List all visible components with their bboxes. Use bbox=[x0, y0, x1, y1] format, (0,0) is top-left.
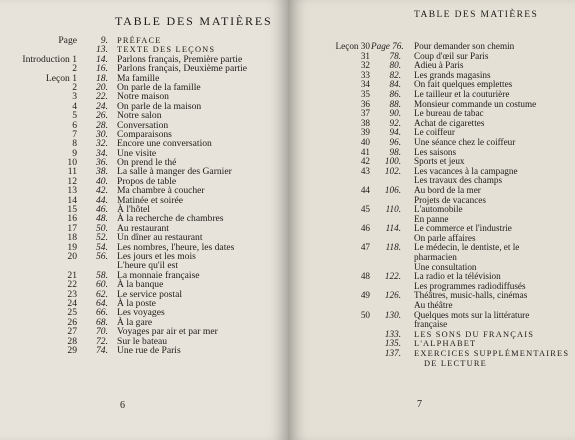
entry-title: TEXTE DES LEÇONS bbox=[117, 45, 216, 55]
entry-title: Une consultation bbox=[414, 261, 477, 272]
entry-title: À la recherche de chambres bbox=[117, 213, 224, 225]
entry-page-number: 110. bbox=[385, 204, 401, 215]
entry-page-number: 13. bbox=[96, 44, 108, 56]
entry-title: Ma famille bbox=[117, 72, 160, 84]
entry-title: L'automobile bbox=[414, 204, 463, 215]
entry-title: Les saisons bbox=[414, 146, 457, 157]
entry-label: 50 bbox=[360, 309, 370, 320]
entry-page-number: Page 76. bbox=[371, 41, 404, 51]
entry-title: Les jours et les mois bbox=[117, 250, 196, 262]
entry-label: 10 bbox=[67, 157, 77, 169]
entry-title: En panne bbox=[414, 213, 449, 224]
entry-page-number: 96. bbox=[389, 136, 401, 147]
entry-title: Les vacances à la campagne bbox=[414, 165, 518, 176]
page-number: 7 bbox=[417, 399, 422, 410]
entry-page-number: 9. bbox=[100, 35, 108, 46]
entry-label: 16 bbox=[67, 213, 77, 225]
entry-label: 3 bbox=[72, 91, 77, 103]
entry-label: Page bbox=[58, 35, 77, 46]
entry-page-number: 102. bbox=[384, 165, 401, 176]
entry-page-number: 32. bbox=[96, 138, 108, 150]
entry-title: Projets de vacances bbox=[414, 194, 486, 205]
entry-label: 27 bbox=[67, 326, 77, 338]
entry-page-number: 20. bbox=[96, 81, 108, 93]
entry-title: Le commerce et l'industrie bbox=[414, 223, 512, 234]
entry-label: 33 bbox=[360, 69, 370, 80]
entry-page-number: 94. bbox=[389, 127, 401, 138]
entry-page-number: 86. bbox=[389, 88, 401, 99]
entry-title: Parlons français, Première partie bbox=[117, 53, 243, 65]
entry-page-number: 56. bbox=[96, 250, 108, 262]
entry-page-number: 126. bbox=[384, 290, 401, 301]
entry-title: La radio et la télévision bbox=[414, 271, 501, 282]
entry-page-number: 90. bbox=[389, 108, 401, 119]
entry-page-number: 92. bbox=[389, 117, 401, 128]
entry-label: Leçon 30 bbox=[335, 41, 370, 51]
entry-label: 34 bbox=[360, 79, 370, 90]
entry-title: Au théâtre bbox=[414, 300, 453, 311]
page-title: TABLE DES MATIÈRES bbox=[414, 10, 539, 20]
entry-title: L'heure qu'il est bbox=[117, 260, 179, 272]
entry-page-number: 133. bbox=[384, 328, 401, 339]
entry-label: 49 bbox=[360, 290, 370, 301]
entry-label: 19 bbox=[67, 241, 77, 253]
entry-title: Une visite bbox=[117, 147, 157, 159]
entry-label: 12 bbox=[67, 175, 77, 187]
entry-label: 5 bbox=[72, 110, 77, 122]
entry-label: 13 bbox=[67, 185, 77, 197]
entry-label: 38 bbox=[360, 117, 370, 128]
entry-page-number: 64. bbox=[96, 297, 108, 309]
entry-label: 7 bbox=[72, 128, 77, 140]
entry-label: 28 bbox=[67, 335, 77, 347]
entry-title: L'ALPHABET bbox=[414, 339, 477, 349]
entry-label: 35 bbox=[360, 88, 370, 99]
entry-page-number: 106. bbox=[384, 184, 401, 195]
entry-title: Matinée et soirée bbox=[117, 194, 184, 206]
entry-page-number: 40. bbox=[96, 175, 108, 187]
entry-title: Le médecin, le dentiste, et le bbox=[414, 242, 520, 253]
entry-title: Voyages par air et par mer bbox=[117, 326, 218, 338]
entry-page-number: 98. bbox=[389, 146, 401, 157]
entry-title: Les programmes radiodiffusés bbox=[414, 280, 526, 291]
entry-title: Parlons français, Deuxième partie bbox=[117, 63, 247, 75]
entry-label: 29 bbox=[67, 344, 77, 356]
entry-title: Sports et jeux bbox=[414, 156, 465, 167]
entry-page-number: 16. bbox=[96, 63, 108, 75]
entry-label: 20 bbox=[67, 250, 77, 262]
entry-label: 22 bbox=[67, 279, 77, 291]
entry-title: Le coiffeur bbox=[414, 127, 455, 138]
entry-title: LES SONS DU FRANÇAIS bbox=[414, 329, 535, 339]
entry-title: La salle à manger des Garnier bbox=[117, 166, 232, 178]
entry-label: 6 bbox=[72, 119, 77, 131]
entry-label: 40 bbox=[360, 136, 370, 147]
entry-title: Adieu à Paris bbox=[414, 60, 464, 71]
entry-page-number: 135. bbox=[384, 338, 401, 349]
entry-title: La monnaie française bbox=[117, 269, 200, 281]
entry-page-number: 60. bbox=[96, 279, 108, 291]
entry-label: 44 bbox=[360, 184, 370, 195]
entry-page-number: 30. bbox=[96, 128, 108, 140]
entry-page-number: 44. bbox=[96, 194, 108, 206]
right-page bbox=[288, 0, 575, 440]
entry-title: Les nombres, l'heure, les dates bbox=[117, 241, 235, 253]
entry-page-number: 88. bbox=[389, 98, 401, 109]
entry-title: Le tailleur et la couturière bbox=[414, 88, 510, 99]
entry-label: 14 bbox=[67, 194, 77, 206]
entry-title: Sur le bateau bbox=[117, 335, 168, 347]
entry-title: Quelques mots sur la littérature bbox=[414, 309, 530, 320]
entry-title: Un dîner au restaurant bbox=[117, 232, 203, 244]
entry-page-number: 26. bbox=[96, 110, 108, 122]
entry-label: 9 bbox=[72, 147, 77, 159]
entry-page-number: 34. bbox=[96, 147, 108, 159]
entry-page-number: 22. bbox=[96, 91, 108, 103]
entry-page-number: 72. bbox=[96, 335, 108, 347]
entry-title: On parle de la famille bbox=[117, 81, 201, 93]
entry-page-number: 74. bbox=[96, 344, 108, 356]
entry-page-number: 122. bbox=[384, 271, 401, 282]
entry-page-number: 54. bbox=[96, 241, 108, 253]
entry-label: 21 bbox=[67, 269, 77, 281]
page-number: 6 bbox=[120, 400, 125, 411]
entry-title: À la gare bbox=[117, 316, 153, 328]
entry-page-number: 62. bbox=[96, 288, 108, 300]
entry-label: 43 bbox=[360, 165, 370, 176]
entry-page-number: 82. bbox=[389, 69, 401, 80]
entry-label: 2 bbox=[72, 63, 77, 75]
entry-label: 37 bbox=[360, 108, 370, 119]
entry-label: 48 bbox=[360, 271, 370, 282]
entry-page-number: 58. bbox=[96, 269, 108, 281]
entry-title: On parle affaires bbox=[414, 232, 476, 243]
entry-label: 32 bbox=[360, 60, 370, 71]
entry-title: Propos de table bbox=[117, 175, 177, 187]
entry-title: Au bord de la mer bbox=[414, 184, 481, 195]
entry-label: 39 bbox=[360, 127, 370, 138]
entry-title: française bbox=[414, 319, 448, 330]
entry-title: On fait quelques emplettes bbox=[414, 79, 513, 90]
entry-title: On parle de la maison bbox=[117, 100, 202, 112]
entry-page-number: 66. bbox=[96, 307, 108, 319]
entry-title: Les grands magasins bbox=[414, 69, 491, 80]
entry-page-number: 24. bbox=[96, 100, 108, 112]
entry-label: 46 bbox=[360, 223, 370, 234]
entry-label: 45 bbox=[360, 204, 370, 215]
entry-label: Leçon 1 bbox=[45, 72, 77, 84]
entry-label: 31 bbox=[360, 50, 370, 61]
entry-title: Notre salon bbox=[117, 110, 162, 122]
entry-page-number: 114. bbox=[385, 223, 401, 234]
entry-page-number: 70. bbox=[96, 326, 108, 338]
entry-label: 23 bbox=[67, 288, 77, 300]
entry-label: 8 bbox=[72, 138, 77, 150]
entry-label: 11 bbox=[67, 166, 77, 178]
entry-title: Pour demander son chemin bbox=[414, 41, 515, 51]
entry-title: Achat de cigarettes bbox=[414, 117, 485, 128]
entry-title: pharmacien bbox=[414, 252, 457, 263]
entry-title: Notre maison bbox=[117, 91, 169, 103]
entry-page-number: 84. bbox=[389, 79, 401, 90]
entry-title: À la poste bbox=[117, 297, 156, 309]
entry-title: Conversation bbox=[117, 119, 169, 131]
entry-title: Coup d'œil sur Paris bbox=[414, 50, 489, 61]
entry-page-number: 80. bbox=[389, 60, 401, 71]
entry-title: Théâtres, music-halls, cinémas bbox=[414, 290, 528, 301]
entry-label: 15 bbox=[67, 204, 77, 216]
entry-label: 18 bbox=[67, 232, 77, 244]
entry-title: À l'hôtel bbox=[117, 204, 150, 216]
entry-page-number: 118. bbox=[385, 242, 401, 253]
entry-title: Le service postal bbox=[117, 288, 182, 300]
entry-label: 25 bbox=[67, 307, 77, 319]
entry-title: EXERCICES SUPPLÉMENTAIRES bbox=[414, 349, 570, 358]
entry-label: 47 bbox=[360, 242, 370, 253]
entry-title: DE LECTURE bbox=[424, 358, 487, 368]
entry-title: Les voyages bbox=[117, 307, 165, 319]
entry-title: Une rue de Paris bbox=[117, 344, 181, 356]
entry-page-number: 46. bbox=[96, 204, 108, 216]
entry-page-number: 48. bbox=[96, 213, 108, 225]
entry-page-number: 28. bbox=[96, 119, 108, 131]
entry-page-number: 14. bbox=[96, 53, 108, 65]
entry-page-number: 78. bbox=[389, 50, 401, 61]
entry-page-number: 38. bbox=[96, 166, 108, 178]
entry-page-number: 18. bbox=[96, 72, 108, 84]
entry-label: 41 bbox=[360, 146, 370, 157]
entry-label: Introduction 1 bbox=[22, 53, 77, 65]
entry-label: 36 bbox=[360, 98, 370, 109]
entry-title: Les travaux des champs bbox=[414, 175, 503, 186]
entry-label: 42 bbox=[360, 156, 370, 167]
entry-page-number: 50. bbox=[96, 222, 108, 234]
entry-title: Ma chambre à coucher bbox=[117, 185, 205, 197]
entry-label: 2 bbox=[72, 81, 77, 93]
entry-label: 17 bbox=[67, 222, 77, 234]
entry-page-number: 52. bbox=[96, 232, 108, 244]
entry-label: 4 bbox=[72, 100, 77, 112]
entry-page-number: 42. bbox=[96, 185, 108, 197]
entry-title: On prend le thé bbox=[117, 157, 177, 169]
entry-label: 26 bbox=[67, 316, 77, 328]
entry-label: 24 bbox=[67, 297, 77, 309]
entry-title: Une séance chez le coiffeur bbox=[414, 136, 516, 147]
entry-title: PRÉFACE bbox=[117, 36, 162, 45]
entry-title: Encore une conversation bbox=[117, 138, 212, 150]
entry-page-number: 68. bbox=[96, 316, 108, 328]
entry-title: Comparaisons bbox=[117, 128, 172, 140]
entry-title: Au restaurant bbox=[117, 222, 169, 234]
entry-title: Le bureau de tabac bbox=[414, 108, 484, 119]
page-title: TABLE DES MATIÈRES bbox=[115, 14, 273, 28]
entry-page-number: 137. bbox=[384, 348, 401, 358]
entry-page-number: 100. bbox=[384, 156, 401, 167]
entry-title: Monsieur commande un costume bbox=[414, 98, 537, 109]
entry-page-number: 36. bbox=[96, 157, 108, 169]
entry-page-number: 130. bbox=[384, 309, 401, 320]
entry-title: À la banque bbox=[117, 279, 164, 291]
